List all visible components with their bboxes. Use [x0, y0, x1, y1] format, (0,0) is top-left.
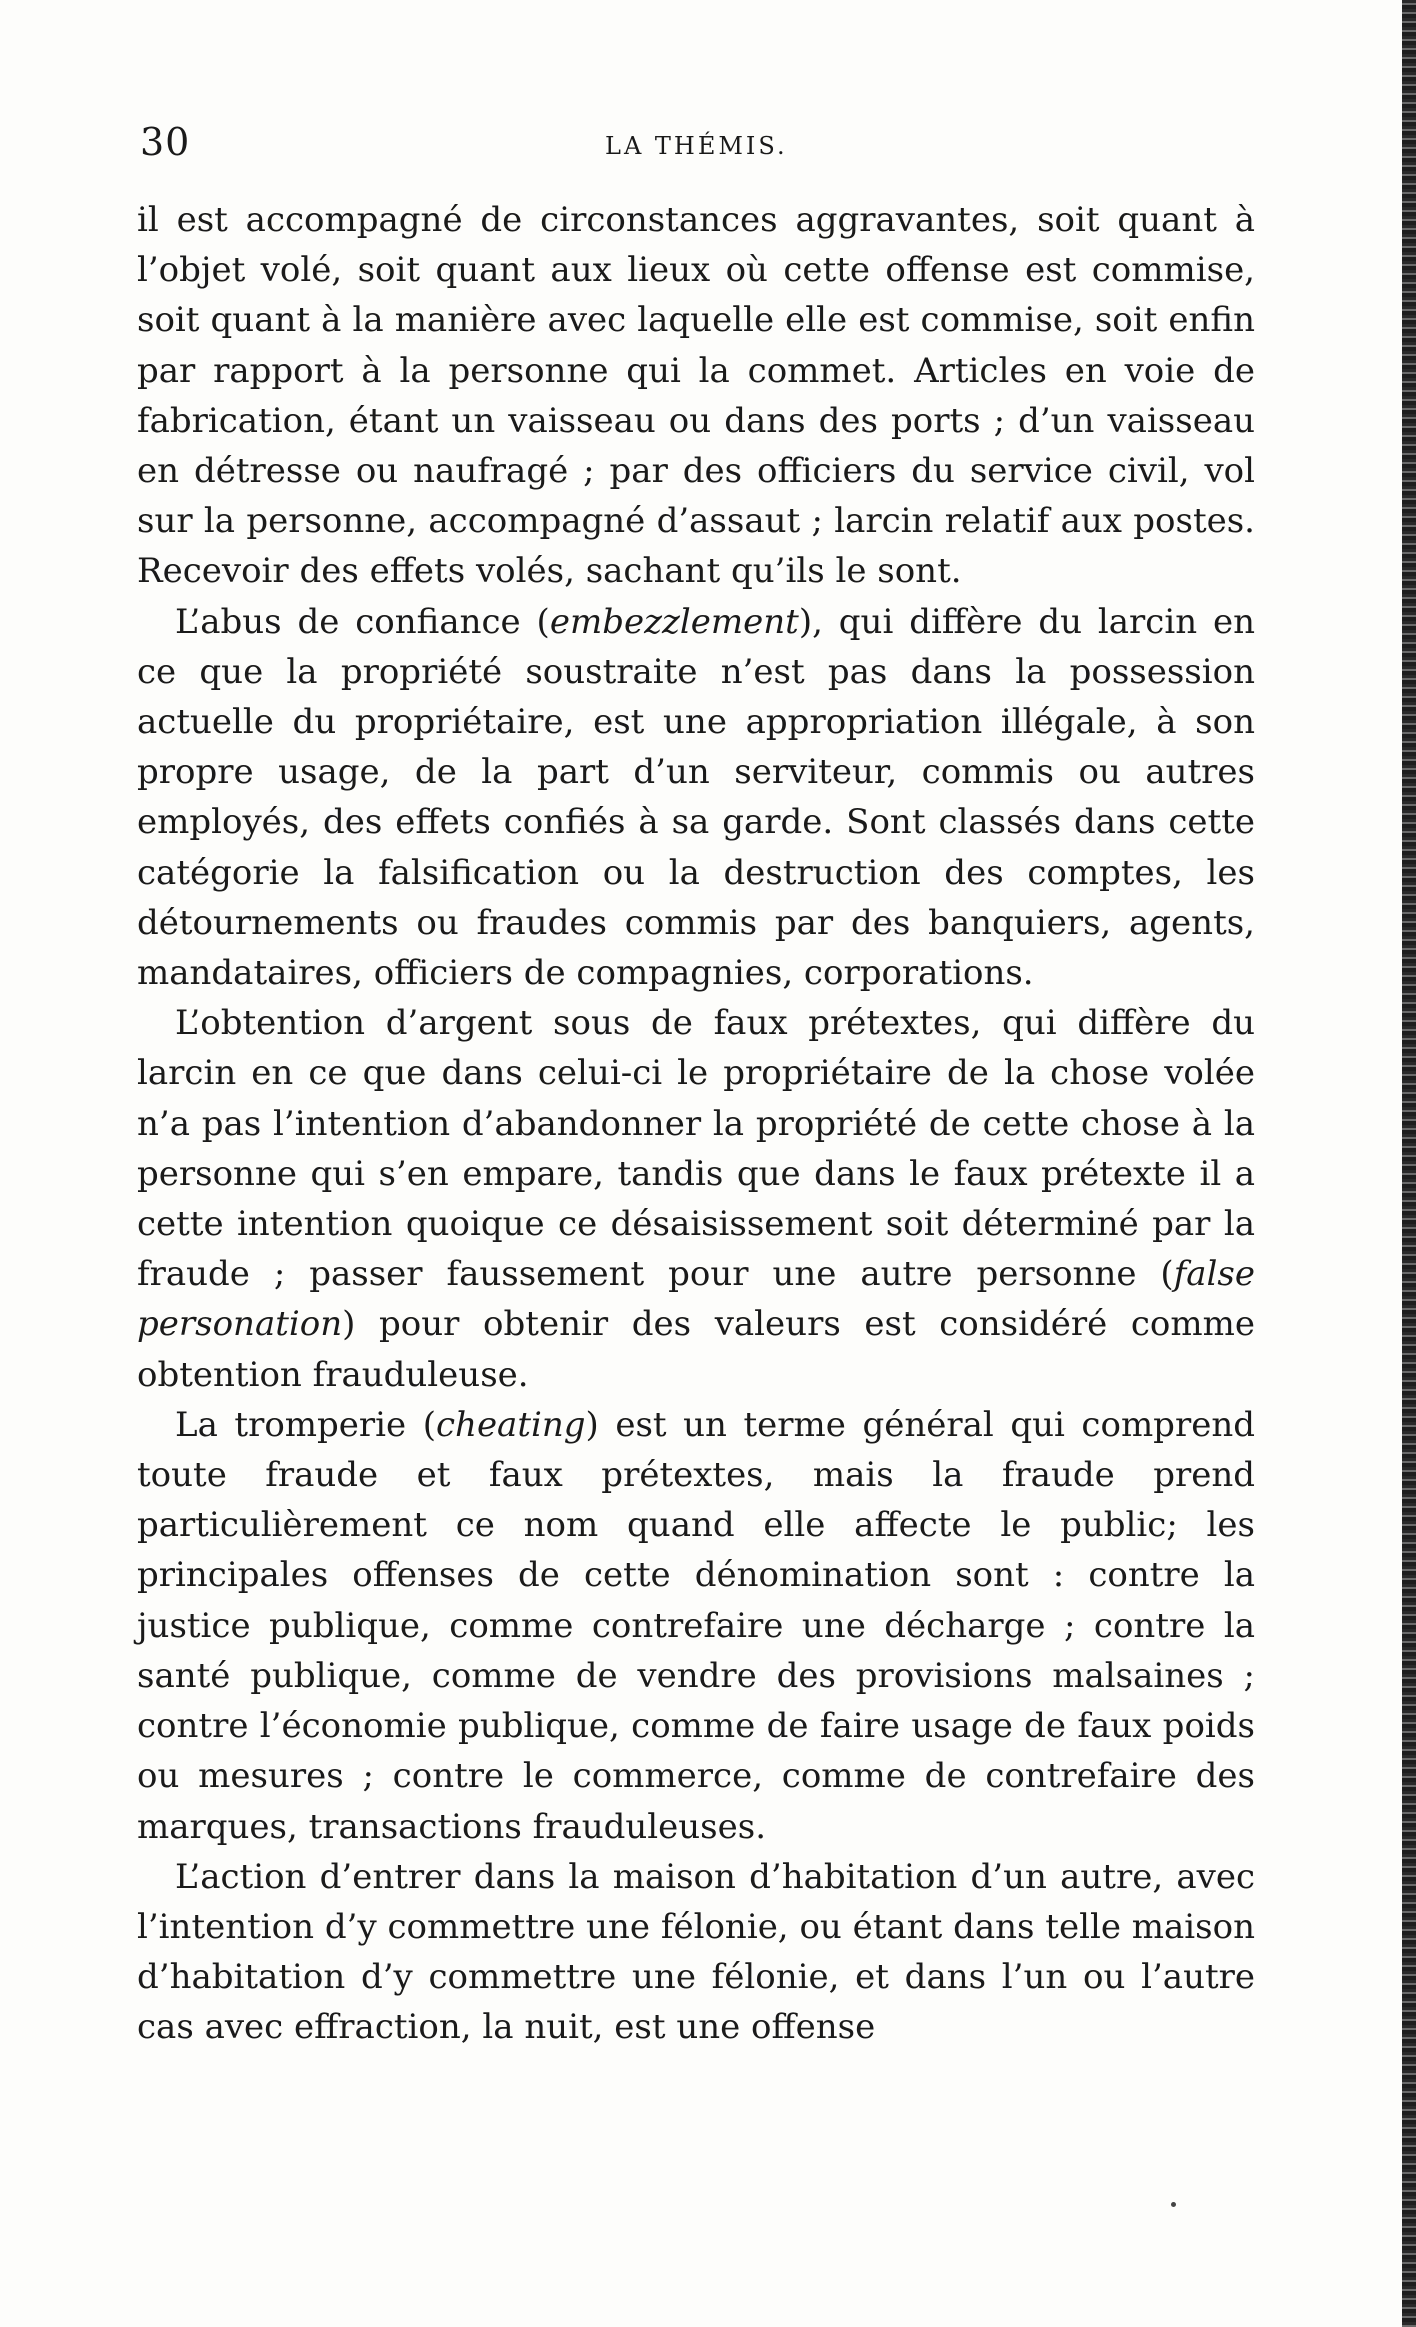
running-title: LA THÉMIS. [605, 132, 788, 160]
page-edge-binding [1402, 0, 1416, 2327]
paragraph-text: L’obtention d’argent sous de faux prétextes, qui diffère du larcin en ce que dans celui-ci le propriétaire de la chose volée n’a pas l’intention d’abandonner la propriété de cette chose à la personne qui s’en empare, tandis que dans le faux prétexte il a cette intention quoique ce désaisissement soit déterminé par la fraude ; passer faussement pour une autre personne ( [137, 1003, 1255, 1295]
page-number: 30 [140, 120, 191, 164]
paragraph-text: ), qui diffère du larcin en ce que la propriété soustraite n’est pas dans la possession actuelle du propriétaire, est une appropriation illégale, à son propre usage, de la part d’un serviteur, commis ou autres employés, des effets confiés à sa garde. Sont classés dans cette catégorie la falsification ou la destruction des comptes, les détournements ou fraudes commis par des banquiers, agents, mandataires, officiers de compagnies, corporations. [137, 601, 1256, 994]
italic-term: cheating [436, 1404, 586, 1445]
page-header [135, 120, 1265, 170]
italic-term: embezzlement [549, 601, 799, 642]
print-speck [1171, 2202, 1176, 2207]
italic-term: false personation [137, 1254, 1255, 1345]
paragraph-3 [137, 998, 1255, 1400]
paragraph-5 [137, 1852, 1255, 2053]
paragraph-text: L’action d’entrer dans la maison d’habitation d’un autre, avec l’intention d’y commettre une félonie, ou étant dans telle maison d’habitation d’y commettre une félonie, et dans l’un ou l’autre cas avec effraction, la nuit, est une offense [137, 1856, 1255, 2048]
paragraph-text: ) pour obtenir des valeurs est considéré comme obtention frauduleuse. [137, 1304, 1255, 1395]
paragraph-2 [137, 597, 1255, 999]
paragraph-4 [137, 1400, 1255, 1852]
body-text [137, 195, 1255, 2053]
paragraph-text: L’abus de confiance ( [175, 601, 550, 642]
paragraph-text: La tromperie ( [175, 1404, 436, 1445]
paragraph-1 [137, 195, 1255, 597]
paragraph-text: ) est un terme général qui comprend toute fraude et faux prétextes, mais la fraude prend particulièrement ce nom quand elle affecte le public; les principales offenses de cette dénomination sont : contre la justice publique, comme contrefaire une décharge ; contre la santé publique, comme de vendre des provisions malsaines ; contre l’économie publique, comme de faire usage de faux poids ou mesures ; contre le commerce, comme de contrefaire des marques, transactions frauduleuses. [137, 1404, 1255, 1847]
paragraph-text: il est accompagné de circonstances aggravantes, soit quant à l’objet volé, soit quant aux lieux où cette offense est commise, soit quant à la manière avec laquelle elle est commise, soit enfin par rapport à la personne qui la commet. Articles en voie de fabrication, étant un vaisseau ou dans des ports ; d’un vaisseau en détresse ou naufragé ; par des officiers du service civil, vol sur la personne, accompagné d’assaut ; larcin relatif aux postes. Recevoir des effets volés, sachant qu’ils le sont. [137, 200, 1255, 592]
